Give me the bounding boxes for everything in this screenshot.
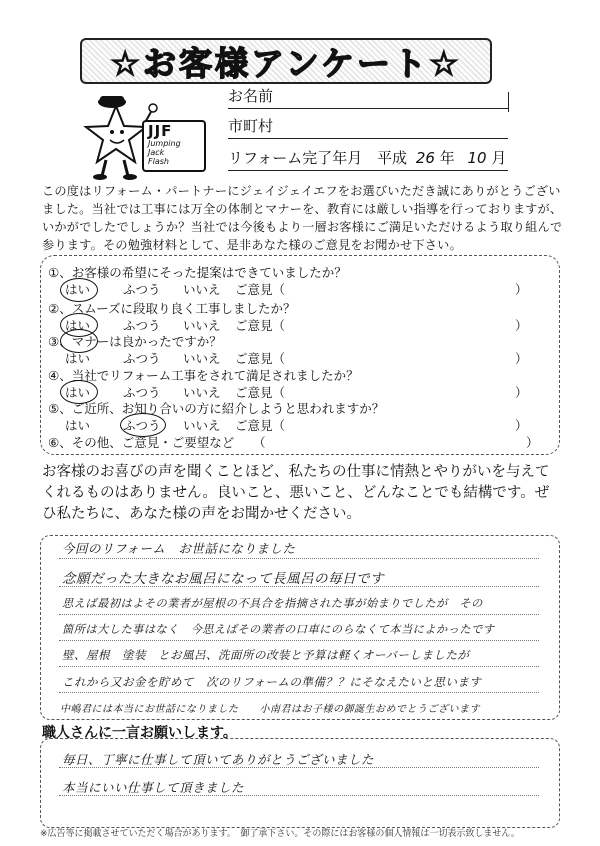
q5-answer-mark — [120, 413, 166, 437]
era-label: 平成 — [377, 149, 408, 167]
city-label: 市町村 — [228, 117, 274, 135]
name-row — [228, 84, 508, 109]
answer-row-1 — [65, 282, 545, 298]
company-logo — [82, 92, 212, 180]
answer-row-3 — [65, 351, 545, 367]
request-line-2: 本当にいい仕事して頂きました — [62, 780, 245, 795]
q1-close: ） — [515, 282, 528, 297]
comment-line — [59, 640, 539, 641]
question-6 — [48, 435, 548, 451]
footer-note: ※広告等に掲載させていただく場合があります。 御了承下さい。その際にはお客様の個人情報は一切表示致しません。 — [40, 829, 520, 839]
logo-tagline-1: Jumping — [148, 139, 181, 148]
comment-3: 思えば最初はよその業者が屋根の不具合を指摘された事が始まりでしたが その — [62, 597, 483, 610]
comment-line — [59, 666, 539, 667]
month-unit: 月 — [491, 149, 507, 167]
comment-line — [59, 558, 539, 559]
comment-6: これから又お金を貯めて 次のリフォームの準備？？にそなえたいと思います — [62, 675, 482, 689]
question-4: ④、当社でリフォーム工事をされて満足されましたか？ — [48, 368, 359, 383]
answer-row-2 — [65, 318, 545, 334]
q3-yes[interactable]: はい — [65, 351, 91, 366]
q1-answer-mark — [60, 278, 98, 302]
q2-yes[interactable]: はい — [65, 318, 91, 333]
answer-row-4 — [65, 385, 545, 401]
comment-1: 今回のリフォーム お世話になりました — [62, 541, 296, 556]
comment-5: 壁、屋根 塗装 とお風呂、洗面所の改装と予算は軽くオーバーしましたが — [62, 648, 470, 662]
year-value: 26 — [415, 149, 435, 167]
q2-normal[interactable]: ふつう — [123, 318, 161, 333]
q3-close: ） — [515, 351, 528, 366]
q3-answer-mark — [60, 329, 98, 353]
q1-opinion[interactable]: ご意見（ — [235, 282, 286, 297]
intro-text: この度はリフォーム・パートナーにジェイジェイエフをお選びいただき誠にありがとうございました。当社では工事には万全の体制とマナーを、教育には厳しい指導を行っておりますが、いかがでしたでしょうか？当社では今後もより一層お客様にご満足いただけるよう取り組んで参ります。その勉強材料として、是非あなた様のご意見をお聞かせ下さい。 — [42, 184, 563, 252]
comment-2: 念願だった大きなお風呂になって長風呂の毎日です — [62, 571, 384, 587]
q5-close: ） — [515, 418, 528, 433]
completion-label: リフォーム完了年月 — [228, 149, 363, 167]
request-message: お客様のお喜びの声を聞くことほど、私たちの仕事に情熱とやりがいを与えてくれるものはありません。良いこと、悪いこと、どんなことでも結構です。ぜひ私たちに、あなた様の声をお聞かせください。 — [42, 464, 550, 522]
logo-tagline-3: Flash — [148, 157, 169, 166]
completion-row — [228, 146, 508, 171]
q1-no[interactable]: いいえ — [183, 282, 221, 297]
q4-normal[interactable]: ふつう — [123, 385, 161, 400]
q3-normal[interactable]: ふつう — [123, 351, 161, 366]
city-row — [228, 114, 508, 139]
logo-badge — [142, 120, 206, 172]
q6-close: ） — [526, 435, 539, 450]
logo-name: JJF — [148, 122, 173, 140]
month-value: 10 — [467, 149, 487, 167]
q4-opinion[interactable]: ご意見（ — [235, 385, 286, 400]
comment-line — [59, 614, 539, 615]
survey-title-box — [80, 38, 492, 84]
q2-no[interactable]: いいえ — [183, 318, 221, 333]
question-5: ⑤、ご近所、お知り合いの方に紹介しようと思われますか？ — [48, 401, 385, 416]
q4-yes[interactable]: はい — [65, 385, 91, 400]
q2-opinion[interactable]: ご意見（ — [235, 318, 286, 333]
question-2: ②、スムーズに段取り良く工事しましたか？ — [48, 301, 296, 316]
q2-close: ） — [515, 318, 528, 333]
q3-opinion[interactable]: ご意見（ — [235, 351, 286, 366]
q6-label: ⑥、その他、ご意見・ご要望など （ — [48, 435, 266, 450]
logo-tagline-2: Jack — [148, 148, 165, 157]
request-line-1: 毎日、丁寧に仕事して頂いてありがとうございました — [62, 752, 375, 767]
header-tick — [508, 92, 509, 112]
comment-7: 中嶋君には本当にお世話になりました 小南君はお子様の御誕生おめでとうございます — [60, 704, 480, 715]
survey-title: ☆お客様アンケート☆ — [110, 43, 462, 83]
q4-no[interactable]: いいえ — [183, 385, 221, 400]
name-label: お名前 — [228, 87, 274, 105]
q5-no[interactable]: いいえ — [183, 418, 221, 433]
q5-normal[interactable]: ふつう — [123, 418, 161, 433]
q5-yes[interactable]: はい — [65, 418, 91, 433]
q1-normal[interactable]: ふつう — [123, 282, 161, 297]
q3-no[interactable]: いいえ — [183, 351, 221, 366]
question-3: ③、マナーは良かったですか？ — [48, 334, 222, 349]
comment-line — [59, 692, 539, 693]
q4-close: ） — [515, 385, 528, 400]
year-unit: 年 — [439, 149, 455, 167]
question-1: ①、お客様の希望にそった提案はできていましたか？ — [48, 265, 347, 280]
craftsman-section-title: 職人さんに一言お願いします。 — [42, 725, 237, 741]
comment-4: 箇所は大した事はなく 今思えばその業者の口車にのらなくて本当によかったです — [62, 623, 495, 636]
q5-opinion[interactable]: ご意見（ — [235, 418, 286, 433]
q1-yes[interactable]: はい — [65, 282, 91, 297]
